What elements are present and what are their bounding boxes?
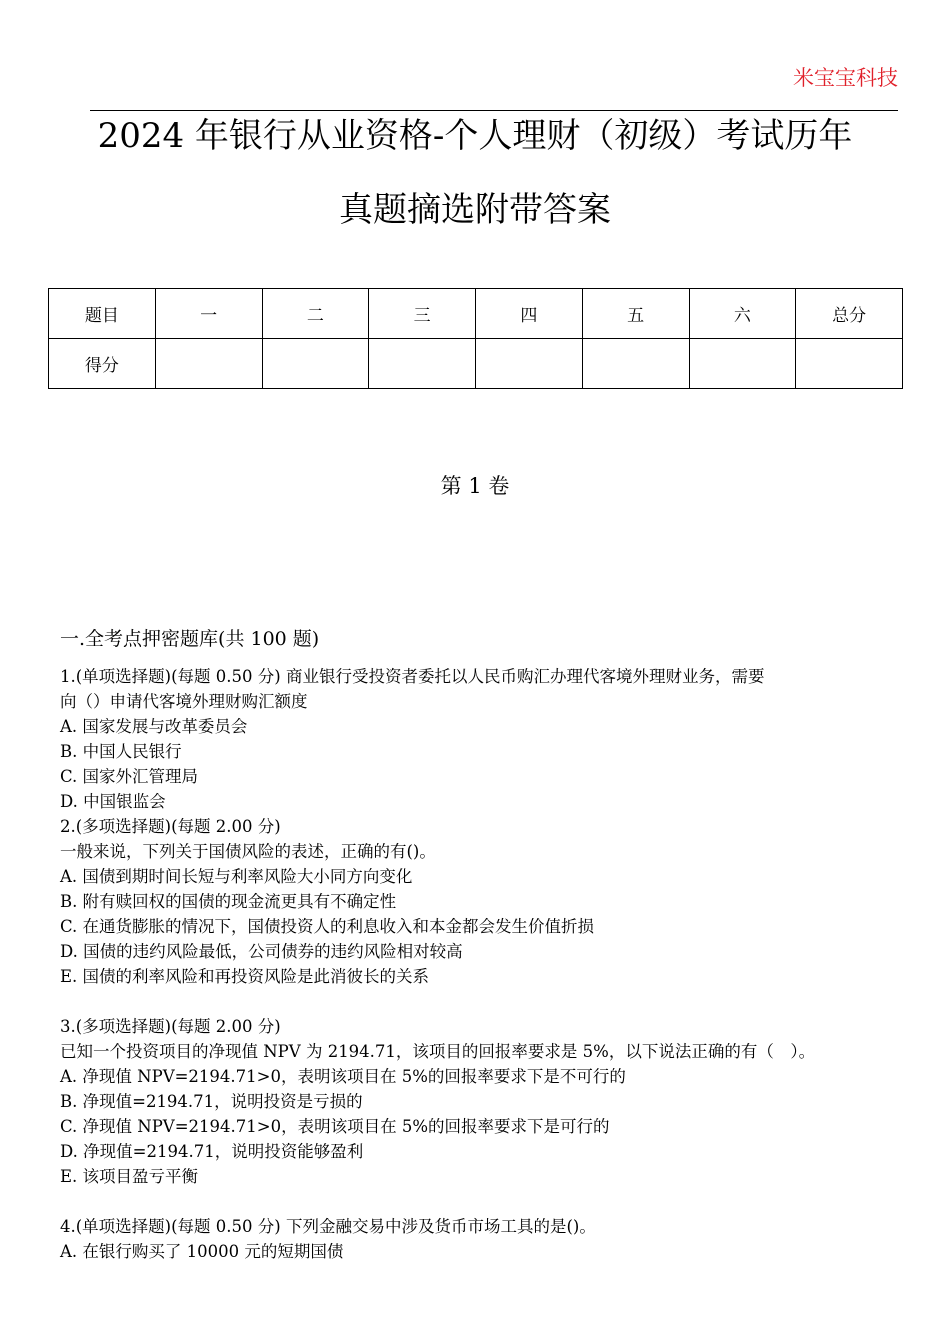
answer-option: A. 国家发展与改革委员会 (60, 717, 248, 736)
answer-option: A. 在银行购买了 10000 元的短期国债 (60, 1242, 344, 1261)
document-title-line1: 2024 年银行从业资格-个人理财（初级）考试历年 (97, 116, 853, 156)
question-text: 3.(多项选择题)(每题 2.00 分) (60, 1017, 281, 1036)
score-table-cell (689, 339, 796, 389)
question-text: 一般来说，下列关于国债风险的表述，正确的有()。 (60, 842, 436, 861)
score-table (48, 288, 903, 389)
score-table-cell (476, 339, 583, 389)
score-table-cell: 五 (582, 289, 689, 339)
score-table-cell: 二 (262, 289, 369, 339)
answer-option: D. 国债的违约风险最低，公司债券的违约风险相对较高 (60, 942, 463, 961)
brand-name: 米宝宝科技 (793, 66, 898, 90)
score-table-cell: 六 (689, 289, 796, 339)
answer-option: E. 该项目盈亏平衡 (60, 1167, 199, 1186)
answer-option: B. 附有赎回权的国债的现金流更具有不确定性 (60, 892, 397, 911)
score-table-header-row (49, 289, 903, 339)
question-text: 已知一个投资项目的净现值 NPV 为 2194.71，该项目的回报率要求是 5%，以下说法正确的有（ ）。 (60, 1042, 816, 1061)
answer-option: C. 净现值 NPV=2194.71>0，表明该项目在 5%的回报率要求下是可行的 (60, 1117, 610, 1136)
volume-label: 第 1 卷 (440, 474, 510, 498)
score-table-score-row (49, 339, 903, 389)
score-table-cell (155, 339, 262, 389)
score-table-cell: 总分 (796, 289, 903, 339)
answer-option: A. 国债到期时间长短与利率风险大小同方向变化 (60, 867, 413, 886)
score-table-cell (262, 339, 369, 389)
answer-option: D. 中国银监会 (60, 792, 166, 811)
answer-option: B. 中国人民银行 (60, 742, 182, 761)
question-4 (60, 1214, 905, 1264)
question-3 (60, 1014, 905, 1189)
question-text: 4.(单项选择题)(每题 0.50 分) 下列金融交易中涉及货币市场工具的是()。 (60, 1217, 596, 1236)
section-title: 一.全考点押密题库(共 100 题) (60, 628, 320, 650)
question-1 (60, 664, 905, 814)
answer-option: D. 净现值=2194.71，说明投资能够盈利 (60, 1142, 364, 1161)
question-text: 2.(多项选择题)(每题 2.00 分) (60, 817, 281, 836)
answer-option: A. 净现值 NPV=2194.71>0，表明该项目在 5%的回报率要求下是不可行的 (60, 1067, 626, 1086)
answer-option: C. 国家外汇管理局 (60, 767, 199, 786)
question-list (60, 664, 905, 1264)
header-rule (90, 110, 898, 111)
answer-option: E. 国债的利率风险和再投资风险是此消彼长的关系 (60, 967, 430, 986)
question-2 (60, 814, 905, 989)
answer-option: C. 在通货膨胀的情况下，国债投资人的利息收入和本金都会发生价值折损 (60, 917, 595, 936)
question-text: 1.(单项选择题)(每题 0.50 分) 商业银行受投资者委托以人民币购汇办理代客境外理财业务，需要 (60, 667, 765, 686)
score-table-cell (796, 339, 903, 389)
score-table-cell: 四 (476, 289, 583, 339)
score-table-cell: 一 (155, 289, 262, 339)
document-title-line2: 真题摘选附带答案 (339, 190, 611, 230)
score-table-cell (582, 339, 689, 389)
answer-option: B. 净现值=2194.71，说明投资是亏损的 (60, 1092, 363, 1111)
score-table-cell: 三 (369, 289, 476, 339)
question-text: 向（）申请代客境外理财购汇额度 (60, 692, 308, 711)
score-table-cell: 题目 (49, 289, 156, 339)
score-table-cell (369, 339, 476, 389)
score-table-cell: 得分 (49, 339, 156, 389)
